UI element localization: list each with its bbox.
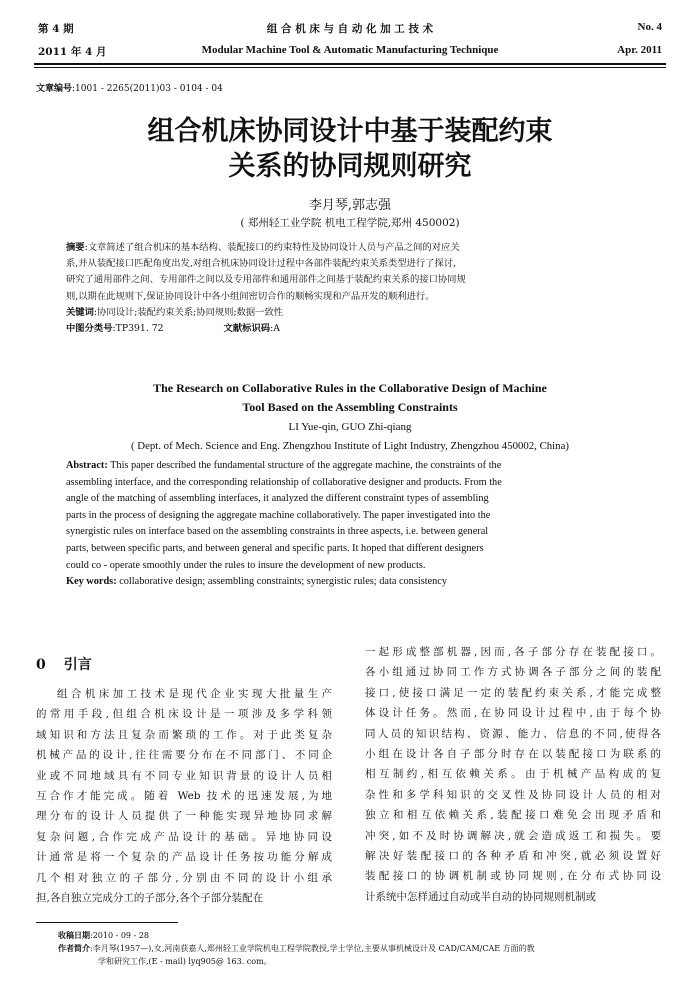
abstract-en bbox=[66, 458, 638, 591]
abstract-cn-line bbox=[66, 240, 638, 256]
right-col-line: 计系统中怎样通过自动或半自动的协同规则机制或 bbox=[365, 890, 596, 903]
header-date-cn: 2011 年 4 月 bbox=[38, 46, 107, 58]
right-col-line: 一起形成整部机器,因而,各子部分存在装配接口。 bbox=[365, 646, 661, 658]
abstract-en-text: This paper described the fundamental structure of the aggregate machine, the constraints of the bbox=[107, 460, 502, 471]
authors-cn: 李月琴,郭志强 bbox=[308, 198, 392, 213]
abstract-en-label: Abstract: bbox=[66, 460, 108, 471]
received-label: 收稿日期 bbox=[58, 930, 90, 940]
right-col-line: 各小组通过协同工作方式协调各子部分之间的装配 bbox=[365, 666, 661, 679]
section-number: 0 bbox=[36, 657, 46, 673]
bio-text: :李月琴(1957—),女,河南获嘉人,郑州轻工业学院机电工程学院教授,学士学位,主要从事机械设计及 CAD/CAM/CAE 方面的教 bbox=[90, 944, 535, 953]
header-journal-cn: 组 合 机 床 与 自 动 化 加 工 技 术 bbox=[266, 23, 434, 35]
abstract-cn-label: 摘要 bbox=[66, 242, 85, 253]
article-number-value: :1001 - 2265(2011)03 - 0104 - 04 bbox=[72, 84, 223, 94]
abstract-en-line: parts in the process of designing the aggregate machine collaboratively. The paper investigated into the bbox=[66, 509, 491, 521]
abstract-en-line: parts, between specific parts, and between general and specific parts. It hoped that different designers bbox=[66, 542, 484, 554]
title-cn-line-2: 关系的协同规则研究 bbox=[228, 151, 472, 182]
right-col-line: 同人员的知识结构、资源、能力、信息的不同,使得各 bbox=[365, 727, 661, 740]
class-no-label: 中图分类号 bbox=[66, 323, 113, 335]
keywords-en-value: collaborative design; assembling constraints; synergistic rules; data consistency bbox=[116, 576, 448, 588]
header-date-en: Apr. 2011 bbox=[617, 44, 662, 56]
abstract-cn-line: 研究了通用部件之间、专用部件之间以及专用部件和通用部件之间基于装配约束关系的接口协同规 bbox=[66, 274, 466, 286]
header-rule-top bbox=[34, 63, 666, 65]
footnote-bio-cont: 学和研究工作,(E - mail) lyq905@ 163. com。 bbox=[98, 957, 272, 966]
keywords-en bbox=[66, 574, 638, 591]
keywords-cn-label: 关键词 bbox=[66, 306, 94, 318]
abstract-en-line bbox=[66, 458, 638, 475]
right-col-line: 相互制约,相互依赖关系。由于机械产品构成的复 bbox=[365, 768, 661, 781]
left-col-line: 业或不同地域具有不同专业知识背景的设计人员相 bbox=[36, 769, 332, 782]
right-col-line: 独立和相互依赖关系,装配接口难免会出现矛盾和 bbox=[365, 809, 661, 822]
header-rule-bottom bbox=[34, 67, 666, 68]
left-col-line: 域知识和方法且复杂而繁琐的工作。对于此类复杂 bbox=[36, 728, 332, 741]
right-col-line: 解决好装配接口的各种矛盾和冲突,就必须设置好 bbox=[365, 850, 661, 863]
doc-code-value: :A bbox=[270, 323, 280, 335]
bio-label: 作者简介 bbox=[58, 943, 90, 953]
right-col-line: 装配接口的协调机制或协同规则,在分布式协同设 bbox=[365, 870, 661, 883]
keywords-cn-value: :协同设计;装配约束关系;协同规则;数据一致性 bbox=[93, 306, 284, 318]
left-col-line: 担,各自独立完成分工的子部分,各个子部分装配在 bbox=[36, 892, 264, 905]
classification-line bbox=[66, 321, 638, 337]
received-value: :2010 - 09 - 28 bbox=[90, 931, 149, 940]
left-col-line: 组合机床加工技术是现代企业实现大批量生产 bbox=[57, 688, 332, 700]
keywords-en-label: Key words: bbox=[66, 576, 117, 588]
abstract-en-line: could co - operate smoothly under the rules to insure the development of new products. bbox=[66, 559, 426, 571]
header-journal-en: Modular Machine Tool & Automatic Manufacturing Technique bbox=[201, 44, 499, 56]
abstract-cn-text: :文章简述了组合机床的基本结构、装配接口的约束特性及协同设计人员与产品之间的对应关 bbox=[84, 242, 460, 253]
right-col-line: 小组在设计各自子部分时存在以装配接口为联系的 bbox=[365, 748, 661, 761]
abstract-en-line: synergistic rules on interface based on the assembling constraints in three aspects, i.e. between general bbox=[66, 526, 489, 538]
abstract-cn-line: 系,并从装配接口匹配角度出发,对组合机床协同设计过程中各部件装配约束关系类型进行了探讨, bbox=[66, 258, 457, 270]
left-col-line: 计通常是将一个复杂的产品设计任务按功能分解成 bbox=[36, 851, 332, 864]
left-col-line: 几个相对独立的子部分,分别由不同的设计小组承 bbox=[36, 871, 332, 884]
right-col-line: 杂性和多学科知识的交叉性及协同设计人员的相对 bbox=[365, 788, 661, 801]
left-col-line: 复杂问题,合作完成产品设计的基础。异地协同设 bbox=[36, 830, 332, 843]
right-col-line: 接口,使接口满足一定的装配约束关系,才能完成整 bbox=[365, 686, 661, 699]
abstract-en-line: assembling interface, and the corresponding relationship of collaborative designer and products. From the bbox=[66, 476, 502, 488]
keywords-cn bbox=[66, 305, 638, 321]
footnote bbox=[58, 929, 668, 968]
right-col-line: 体设计任务。然而,在协同设计过程中,由于每个协 bbox=[365, 707, 661, 720]
right-col-line: 冲突,如不及时协调解决,就会造成返工和损失。要 bbox=[365, 829, 661, 842]
article-number bbox=[36, 81, 223, 94]
abstract-cn-line: 则,以期在此规则下,保证协同设计中各小组间密切合作的顺畅实现和产品开发的顺利进行。 bbox=[66, 290, 435, 302]
footnote-bio bbox=[58, 942, 668, 955]
title-en-line-1: The Research on Collaborative Rules in the Collaborative Design of Machine bbox=[153, 381, 547, 395]
right-column bbox=[365, 642, 661, 907]
article-number-label: 文章编号 bbox=[36, 84, 73, 94]
left-col-line: 互合作才能完成。随着 Web 技术的迅速发展,为地 bbox=[36, 790, 332, 803]
section-heading bbox=[36, 654, 92, 674]
left-col-line: 机械产品的设计,往往需要分布在不同部门、不同企 bbox=[36, 749, 332, 762]
authors-en: LI Yue-qin, GUO Zhi-qiang bbox=[288, 421, 412, 433]
header-issue: 第 4 期 bbox=[38, 23, 74, 35]
left-col-line: 理分布的设计人员提供了一种能实现异地协同求解 bbox=[36, 810, 332, 823]
title-cn-line-1: 组合机床协同设计中基于装配约束 bbox=[147, 116, 553, 147]
affiliation-cn: ( 郑州轻工业学院 机电工程学院,郑州 450002) bbox=[240, 217, 460, 229]
title-en-line-2: Tool Based on the Assembling Constraints bbox=[242, 400, 458, 414]
footnote-received bbox=[58, 929, 668, 942]
section-title: 引言 bbox=[63, 657, 92, 673]
abstract-en-line: angle of the matching of assembling interfaces, it analyzed the different constraint types of assembling bbox=[66, 493, 489, 505]
doc-code-label: 文献标识码 bbox=[223, 323, 271, 335]
header-issue-en: No. 4 bbox=[637, 21, 662, 33]
footnote-rule bbox=[36, 922, 178, 923]
abstract-cn bbox=[66, 240, 638, 337]
affiliation-en: ( Dept. of Mech. Science and Eng. Zhengzhou Institute of Light Industry, Zhengzhou 450002, China) bbox=[131, 440, 569, 452]
class-no-value: :TP391. 72 bbox=[112, 323, 164, 335]
left-column bbox=[36, 684, 332, 908]
left-col-line: 的常用手段,但组合机床设计是一项涉及多学科领 bbox=[36, 708, 332, 721]
